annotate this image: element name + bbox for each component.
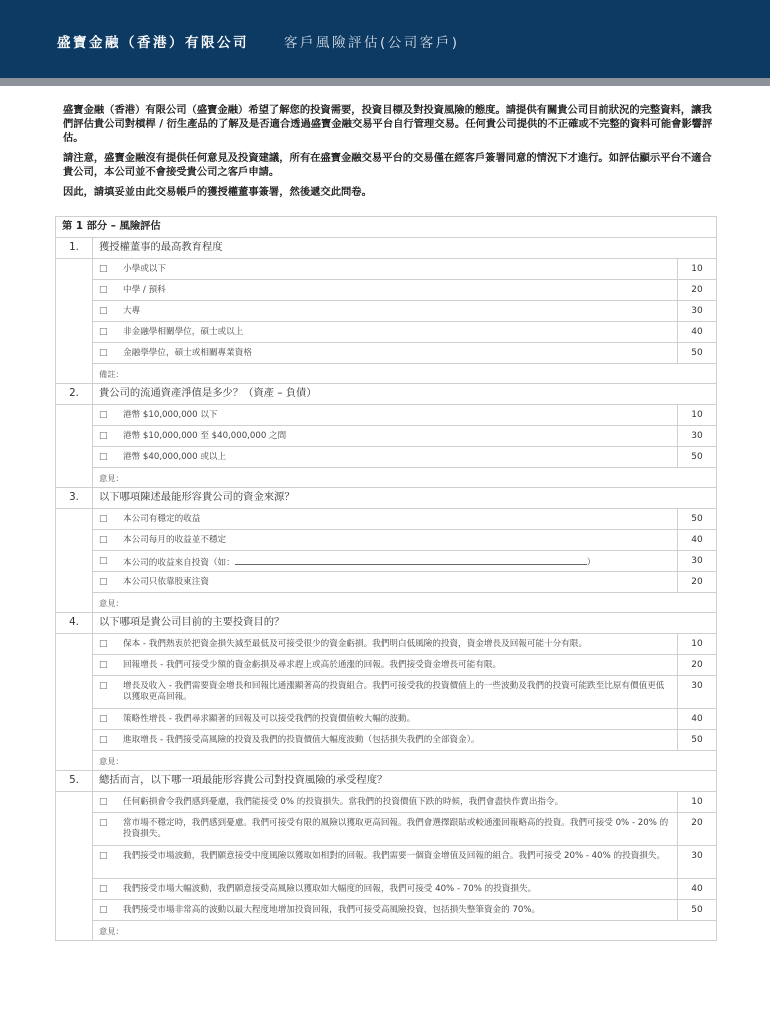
question-row-5: [56, 771, 717, 792]
option-label: 回報增長 - 我們可接受少額的資金虧損及尋求趕上或高於通漲的回報。我們接受資金增長可能有限。: [123, 660, 502, 670]
option-label: 保本 - 我們熱衷於把資金損失減至最低及可接受很少的資金虧損。我們明白低風險的投資，資金增長及回報可能十分有限。: [123, 639, 588, 649]
note-row: [56, 364, 717, 384]
option-row: [56, 322, 717, 343]
option-label: 策略性增長 - 我們尋求顯著的回報及可以接受我們的投資價值較大幅的波動。: [123, 714, 416, 724]
question-number: 4.: [56, 613, 93, 634]
checkbox[interactable]: □: [99, 714, 108, 724]
note-row: [56, 468, 717, 488]
checkbox[interactable]: □: [99, 851, 108, 861]
option-score: 20: [678, 572, 717, 593]
option-row: [56, 405, 717, 426]
option-score: 40: [678, 530, 717, 551]
option-row: [56, 530, 717, 551]
option-score: 30: [678, 551, 717, 572]
option-score: 30: [678, 426, 717, 447]
checkbox[interactable]: □: [99, 306, 108, 316]
intro-text: [63, 103, 713, 205]
checkbox[interactable]: □: [99, 452, 108, 462]
question-number: 2.: [56, 384, 93, 405]
option-label: 小學或以下: [123, 264, 166, 274]
page-header: [0, 0, 770, 78]
note-field[interactable]: 意見：: [93, 468, 717, 488]
checkbox[interactable]: □: [99, 735, 108, 745]
section-title: 第 1 部分 – 風險評估: [56, 217, 717, 238]
option-label: 金融學學位，碩士或相關專業資格: [123, 348, 252, 358]
intro-paragraph-2: 請注意，盛寶金融沒有提供任何意見及投資建議，所有在盛寶金融交易平台的交易僅在經客戶簽署同意的情況下才進行。如評估顯示平台不適合貴公司，本公司並不會接受貴公司之客戶申請。: [63, 152, 712, 178]
note-field[interactable]: 備註：: [93, 364, 717, 384]
question-number: 1.: [56, 238, 93, 259]
option-label-text: 本公司的收益來自投資（如：: [123, 558, 235, 568]
option-row: [56, 655, 717, 676]
option-row: [56, 572, 717, 593]
option-label: 我們接受市場波動，我們願意接受中度風險以獲取如相對的回報。我們需要一個資金增值及回報的組合。我們可接受 20% - 40% 的投資損失。: [123, 851, 666, 861]
option-score: 10: [678, 634, 717, 655]
option-score: 20: [678, 280, 717, 301]
question-text: 以下哪項是貴公司目前的主要投資目的？: [93, 613, 717, 634]
checkbox[interactable]: □: [99, 905, 108, 915]
option-label: 增長及收入 - 我們需要資金增長和回報比通漲顯著高的投資組合。我們可接受我的投資價值上的一些波動及我們的投資可能跌至比原有價值更低以獲取更高回報。: [123, 681, 665, 702]
checkbox[interactable]: □: [99, 660, 108, 670]
question-row-3: [56, 488, 717, 509]
option-score: 30: [678, 846, 717, 879]
option-label: 本公司每月的收益並不穩定: [123, 535, 227, 545]
checkbox[interactable]: □: [99, 431, 108, 441]
checkbox[interactable]: □: [99, 884, 108, 894]
note-field[interactable]: 意見：: [93, 751, 717, 771]
option-row: [56, 343, 717, 364]
document-title: 客戶風險評估(公司客戶): [284, 35, 460, 51]
option-score: 40: [678, 709, 717, 730]
question-gutter: [56, 509, 93, 613]
note-field[interactable]: 意見：: [93, 921, 717, 941]
checkbox[interactable]: □: [99, 348, 108, 358]
option-score: 30: [678, 676, 717, 709]
fill-in-blank[interactable]: [235, 556, 587, 565]
option-row: [56, 676, 717, 709]
option-score: 50: [678, 447, 717, 468]
option-row: [56, 426, 717, 447]
question-number: 3.: [56, 488, 93, 509]
option-score: 40: [678, 879, 717, 900]
checkbox[interactable]: □: [99, 514, 108, 524]
option-label: 當市場不穩定時，我們感到憂慮。我們可接受有限的風險以獲取更高回報。我們會選擇跟貼或較通漲回報略高的投資。我們可接受 0% - 20% 的投資損失。: [123, 818, 669, 839]
note-row: [56, 593, 717, 613]
option-score: 50: [678, 900, 717, 921]
checkbox[interactable]: □: [99, 285, 108, 295]
option-score: 50: [678, 730, 717, 751]
option-row: [56, 551, 717, 572]
option-score: 50: [678, 343, 717, 364]
company-name: 盛寶金融（香港）有限公司: [57, 35, 249, 51]
option-row: [56, 813, 717, 846]
question-number: 5.: [56, 771, 93, 792]
option-row: [56, 280, 717, 301]
option-row: [56, 259, 717, 280]
question-text: 貴公司的流通資產淨值是多少？（資產 – 負債）: [93, 384, 717, 405]
option-label: 本公司只依靠股東注資: [123, 577, 209, 587]
question-text: 總括而言，以下哪一項最能形容貴公司對投資風險的承受程度？: [93, 771, 717, 792]
note-row: [56, 751, 717, 771]
risk-assessment-table: [55, 216, 717, 941]
section-header-row: [56, 217, 717, 238]
question-text: 獲授權董事的最高教育程度: [93, 238, 717, 259]
question-gutter: [56, 792, 93, 941]
option-row: [56, 709, 717, 730]
checkbox[interactable]: □: [99, 577, 108, 587]
question-gutter: [56, 259, 93, 384]
checkbox[interactable]: □: [99, 556, 108, 566]
option-row: [56, 730, 717, 751]
option-score: 30: [678, 301, 717, 322]
option-score: 10: [678, 792, 717, 813]
option-score: 40: [678, 322, 717, 343]
option-label: 非金融學相關學位，碩士或以上: [123, 327, 244, 337]
note-row: [56, 921, 717, 941]
option-score: 10: [678, 259, 717, 280]
option-label: 進取增長 - 我們接受高風險的投資及我們的投資價值大幅度波動（包括損失我們的全部資金）。: [123, 735, 480, 745]
option-row: [56, 900, 717, 921]
question-row-4: [56, 613, 717, 634]
option-label: [123, 556, 669, 569]
option-score: 50: [678, 509, 717, 530]
checkbox[interactable]: □: [99, 818, 108, 828]
option-label: 我們接受市場非常高的波動以最大程度地增加投資回報，我們可接受高風險投資，包括損失整筆資金的 70%。: [123, 905, 541, 915]
intro-paragraph-1: 盛寶金融（香港）有限公司（盛寶金融）希望了解您的投資需要，投資目標及對投資風險的態度。請提供有關貴公司目前狀況的完整資料，讓我們評估貴公司對槓桿 / 衍生產品的了解及是否適合透過盛寶金融交易平台自行管理交易。任何貴公司提供的不正確或不完整的資料可能會影響評估。: [63, 104, 713, 144]
question-text: 以下哪項陳述最能形容貴公司的資金來源？: [93, 488, 717, 509]
option-label: 大專: [123, 306, 141, 316]
checkbox[interactable]: □: [99, 264, 108, 274]
checkbox[interactable]: □: [99, 410, 108, 420]
option-label-suffix: ）: [586, 558, 596, 568]
option-label: 港幣 $10,000,000 至 $40,000,000 之間: [123, 431, 287, 441]
option-label: 我們接受市場大幅波動，我們願意接受高風險以獲取如大幅度的回報，我們可接受 40% - 70% 的投資損失。: [123, 884, 537, 894]
checkbox[interactable]: □: [99, 535, 108, 545]
checkbox[interactable]: □: [99, 639, 108, 649]
question-row-2: [56, 384, 717, 405]
option-row: [56, 792, 717, 813]
question-row-1: [56, 238, 717, 259]
checkbox[interactable]: □: [99, 681, 108, 691]
option-row: [56, 846, 717, 879]
option-row: [56, 301, 717, 322]
option-score: 20: [678, 655, 717, 676]
option-row: [56, 509, 717, 530]
option-row: [56, 879, 717, 900]
question-gutter: [56, 405, 93, 488]
option-score: 10: [678, 405, 717, 426]
note-field[interactable]: 意見：: [93, 593, 717, 613]
option-row: [56, 634, 717, 655]
checkbox[interactable]: □: [99, 327, 108, 337]
intro-paragraph-3: 因此，請填妥並由此交易帳戶的獲授權董事簽署，然後遞交此問卷。: [63, 186, 372, 198]
question-gutter: [56, 634, 93, 771]
checkbox[interactable]: □: [99, 797, 108, 807]
option-label: 港幣 $10,000,000 以下: [123, 410, 218, 420]
option-label: 任何虧損會令我們感到憂慮，我們能接受 0% 的投資損失。當我們的投資價值下跌的時候，我們會盡快作賣出指令。: [123, 797, 564, 807]
option-label: 中學 / 預科: [123, 285, 166, 295]
option-row: [56, 447, 717, 468]
header-divider: [0, 78, 770, 86]
option-label: 港幣 $40,000,000 或以上: [123, 452, 227, 462]
option-score: 20: [678, 813, 717, 846]
option-label: 本公司有穩定的收益: [123, 514, 201, 524]
